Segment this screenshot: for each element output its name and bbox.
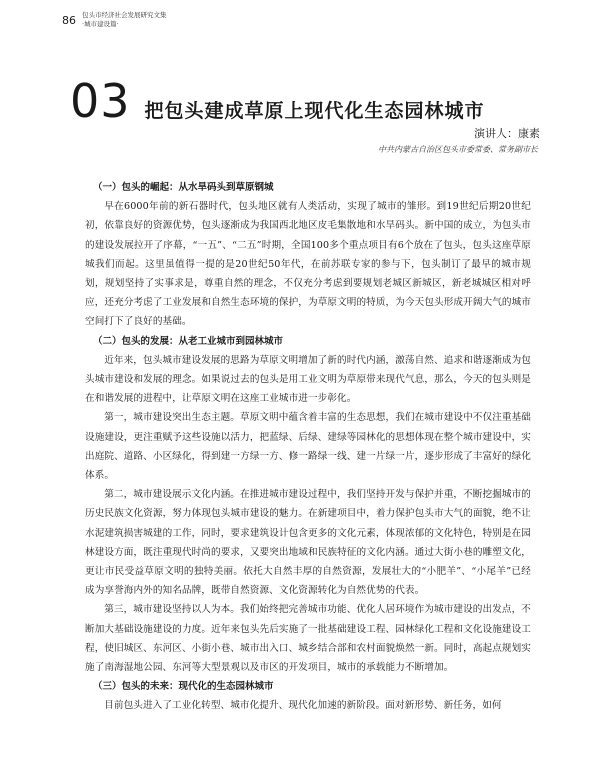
speaker-name: 演讲人：康素 [474, 127, 540, 140]
paragraph: 目前包头进入了工业化转型、城市化提升、现代化加速的新阶段。面对新形势、新任务，如何 [104, 700, 502, 712]
paragraph: 第一，城市建设突出生态主题。草原文明中蕴含着丰富的生态思想，我们在城市建设中不仅注重基础设施建设，更注重赋予这些设施以活力，把蓝绿、后绿、建绿等园林化的思想体现在整个城市建设中，实出庭院、道路、小区绿化，得到建一方绿一方、修一路绿一线、建一片绿一片，逐步形成了丰富好的绿化体系。 [85, 412, 531, 482]
chapter-title: 把包头建成草原上现代化生态园林城市 [144, 100, 485, 122]
paragraph: 第二，城市建设展示文化内涵。在推进城市建设过程中，我们坚持开发与保护并重，不断挖掘城市的历史民族文化资源，努力体现包头城市建设的魅力。在新建项目中，着力保护包头市大气的面貌，绝不让水泥建筑损害城建的工作，同时，要求建筑设计包含更多的文化元素，体现浓郁的文化特色，特别是在园林建设方面，既注重现代时尚的要求，又要突出地域和民族特征的文化内涵。通过大街小巷的雕塑文化，更让市民受益草原文明的独特美丽。依托大自然丰厚的自然资源，发展壮大的“小肥羊”、“小尾羊”已经成为享誉海内外的知名品牌，既带自然资源、文化资源转化为自然优势的代表。 [85, 489, 531, 597]
section-heading: （二）包头的发展：从老工业城市到园林城市 [93, 335, 284, 347]
chapter-number: 03 [70, 74, 131, 128]
running-header-title: 包头市经济社会发展研究文集 [82, 11, 167, 19]
section-heading: （一）包头的崛起：从水旱码头到草原钢城 [93, 182, 274, 193]
paragraph: 近年来，包头城市建设发展的思路为草原文明增加了新的时代内涵，激荡自然、追求和谐逐渐成为包头城市建设和发展的理念。如果说过去的包头是用工业文明为草原带来现代气息，那么，今天的包头则是在和谐发展的进程中，让草原文明在这座工业城市进一步彰化。 [85, 354, 531, 405]
paragraph: 第三，城市建设坚持以人为本。我们始终把完善城市功能、优化人居环境作为城市建设的出发点，不断加大基础设施建设的力度。近年来包头先后实施了一批基础建设工程、园林绿化工程和文化设施建设工程，使旧城区、东河区、小街小巷、城市出入口、城乡结合部和农村面貌焕然一新。同时，高起点规划实施了南海湿地公园、东河等大型景观以及市区的开发项目，城市的承载能力不断增加。 [85, 604, 531, 674]
speaker-role: 中共内蒙古自治区包头市委常委、常务副市长 [378, 145, 538, 154]
chapter-heading [70, 74, 485, 128]
page-number: 86 [62, 14, 76, 27]
section-heading: （三）包头的未来：现代化的生态园林城市 [93, 681, 274, 693]
article-body [85, 178, 531, 716]
paragraph: 早在6000年前的新石器时代，包头地区就有人类活动，实现了城市的雏形。到19世纪后期20世纪初，依靠良好的资源优势，包头逐渐成为我国西北地区皮毛集散地和水旱码头。新中国的成立，为包头市的建设发展拉开了序幕，“一五”、“二五”时期，全国100多个重点项目有6个放在了包头，包头这座草原城我们而起。这里虽值得一提的是20世纪50年代，在前苏联专家的参与下，包头制订了最早的城市规划，规划坚持了实事求是，尊重自然的理念，不仅充分考虑到要规划老城区新城区，新老城城区相对呼应，还充分考虑了工业发展和自然生态环境的保护，为草原文明的特质，为今天包头形成开阔大气的城市空间打下了良好的基础。 [85, 201, 531, 328]
running-header-subtitle: ·城市建设篇· [82, 20, 119, 28]
